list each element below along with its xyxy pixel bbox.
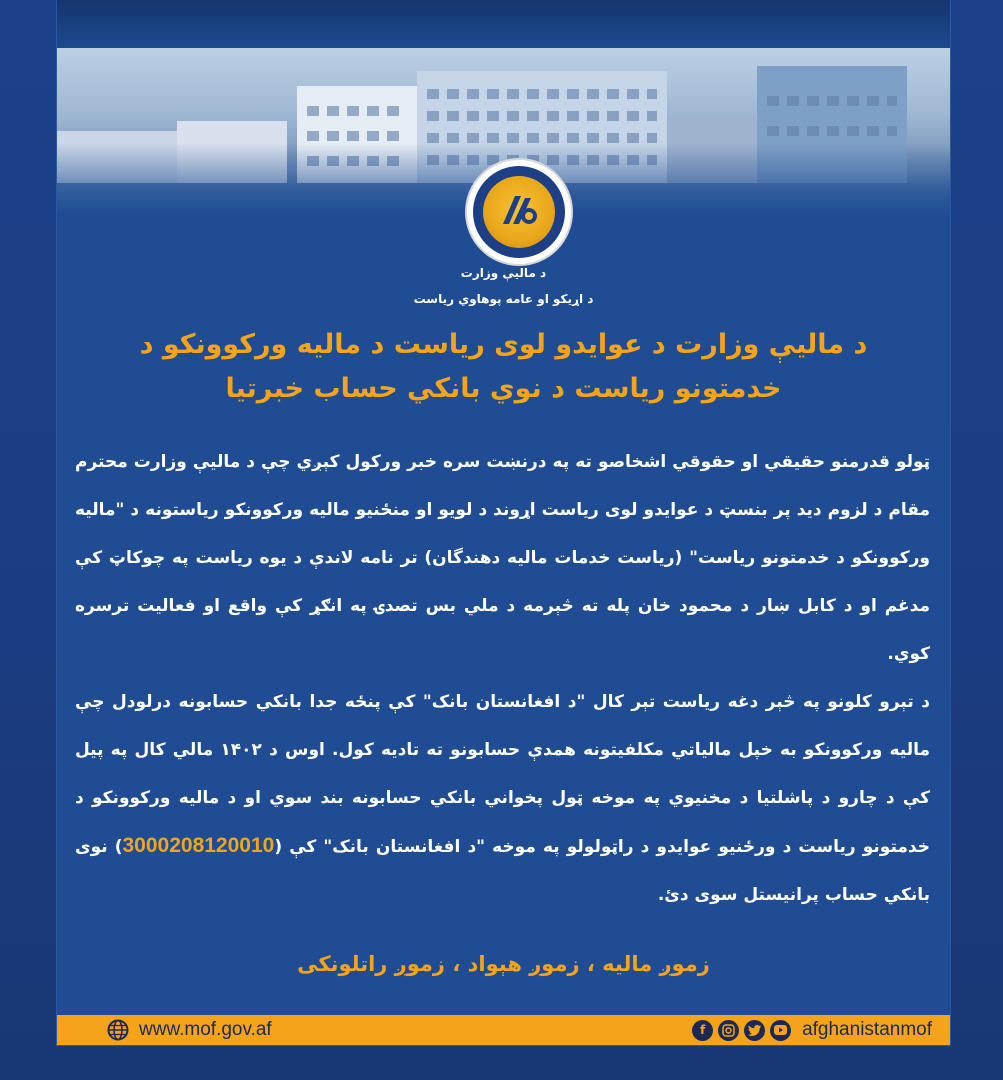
globe-icon	[107, 1019, 129, 1041]
body-paragraph-2	[75, 678, 930, 919]
announcement-card	[57, 0, 950, 1045]
announcement-headline: د مالیې وزارت د عوایدو لوی ریاست د مالیه ورکوونکو د خدمتونو ریاست د نوي بانکي حساب خبرتیا	[139, 329, 868, 404]
body-paragraph-2-start: د تېرو کلونو په څېر دغه ریاست تېر کال "د افغانستان بانک" کې پنځه جدا بانکي حسابونه درلودل چې مالیه ورکوونکو به خپل مالیاتي مکلفیتونه همدې حسابونو ته تادیه کول. اوس د ۱۴۰۲ مالي کال په پیل کې د چارو د پاشلتیا د مخنیوي په موخه ټول پخواني بانکي حسابونه بند سوي او د مالیه ورکوونکو د خدمتونو ریاست د ورځنیو عوایدو د راټولولو په موخه "د افغانستان بانک" کې (	[75, 692, 931, 857]
ministry-emblem-logo	[467, 160, 571, 264]
footer-bar	[57, 1015, 950, 1045]
org-name-department: د اړیکو او عامه پوهاوي ریاست	[413, 292, 594, 306]
twitter-icon[interactable]	[744, 1020, 765, 1041]
website-url: www.mof.gov.af	[139, 1019, 272, 1040]
announcement-body	[75, 438, 930, 919]
top-band	[57, 0, 950, 48]
facebook-icon[interactable]: f	[692, 1020, 713, 1041]
instagram-icon[interactable]	[718, 1020, 739, 1041]
emblem-mark-icon	[495, 186, 543, 234]
bank-account-number: 3000208120010	[122, 834, 275, 857]
org-name-ministry: د مالیې وزارت	[460, 266, 547, 280]
social-links	[692, 1018, 932, 1042]
slogan: زموږ مالیه ، زموږ هېواد ، زموږ راتلونکی	[297, 952, 710, 976]
body-paragraph-1: ټولو قدرمنو حقیقي او حقوقي اشخاصو ته په درنښت سره خبر ورکول کېږي چې د مالیې وزارت محترم مقام د لزوم دید پر بنسټ د عوایدو لوی ریاست اړوند د لویو او منځنیو مالیه ورکوونکو ریاستونه د "مالیه ورکوونکو د خدمتونو ریاست" (ریاست خدمات مالیه دهندگان) تر نامه لاندې د یوه ریاست په چوکاټ کې مدغم او د کابل ښار د محمود خان پله ته څېرمه د ملي بس تصدۍ په انګړ کې واقع او فعالیت ترسره کوي.	[75, 452, 930, 664]
youtube-icon[interactable]	[770, 1020, 791, 1041]
social-handle: afghanistanmof	[802, 1019, 932, 1040]
body-paragraph-2-end: ) نوی بانکي حساب پرانیستل سوی دئ.	[75, 837, 930, 905]
website-link[interactable]	[107, 1018, 272, 1042]
